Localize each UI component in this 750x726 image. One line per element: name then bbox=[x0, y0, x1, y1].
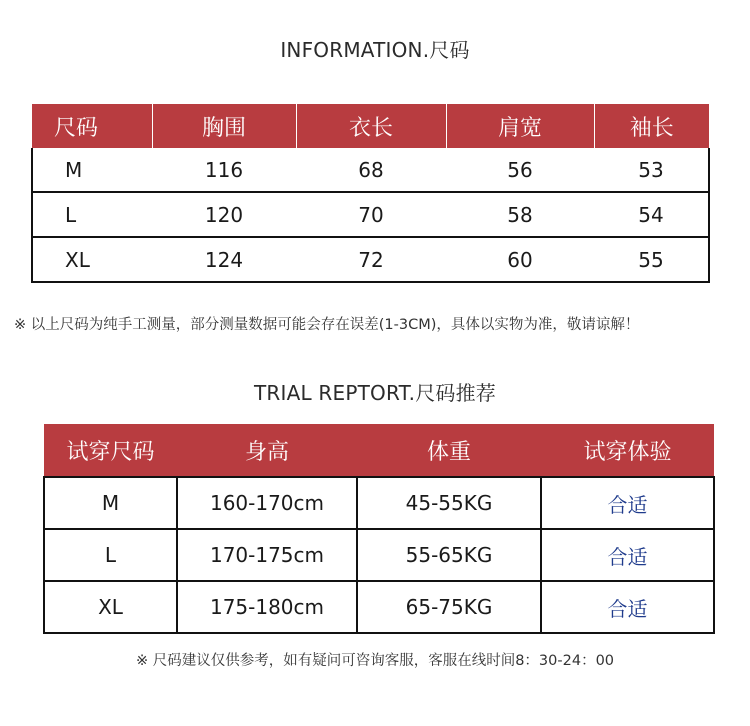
header-trial-size: 试穿尺码 bbox=[44, 424, 177, 477]
trial-size-cell: M bbox=[44, 477, 177, 529]
length-cell: 72 bbox=[296, 237, 446, 282]
header-sleeve: 袖长 bbox=[594, 104, 709, 148]
trial-size-cell: L bbox=[44, 529, 177, 581]
fit-cell: 合适 bbox=[541, 529, 714, 581]
header-chest: 胸围 bbox=[152, 104, 296, 148]
chest-cell: 116 bbox=[152, 148, 296, 192]
size-cell: M bbox=[32, 148, 152, 192]
trial-size-cell: XL bbox=[44, 581, 177, 633]
header-experience: 试穿体验 bbox=[541, 424, 714, 477]
sleeve-cell: 55 bbox=[594, 237, 709, 282]
header-weight: 体重 bbox=[357, 424, 541, 477]
length-cell: 68 bbox=[296, 148, 446, 192]
header-length: 衣长 bbox=[296, 104, 446, 148]
table-row bbox=[32, 237, 709, 282]
fit-cell: 合适 bbox=[541, 477, 714, 529]
trial-report-title: TRIAL REPTORT.尺码推荐 bbox=[254, 381, 496, 405]
weight-cell: 45-55KG bbox=[357, 477, 541, 529]
header-height: 身高 bbox=[177, 424, 357, 477]
size-advice-note: ※ 尺码建议仅供参考，如有疑问可咨询客服，客服在线时间8：30-24：00 bbox=[135, 653, 615, 669]
size-cell: L bbox=[32, 192, 152, 237]
chest-cell: 124 bbox=[152, 237, 296, 282]
table-row bbox=[32, 148, 709, 192]
size-table bbox=[31, 104, 710, 283]
length-cell: 70 bbox=[296, 192, 446, 237]
sleeve-cell: 53 bbox=[594, 148, 709, 192]
table-row bbox=[44, 477, 714, 529]
height-cell: 170-175cm bbox=[177, 529, 357, 581]
sleeve-cell: 54 bbox=[594, 192, 709, 237]
header-shoulder: 肩宽 bbox=[446, 104, 594, 148]
weight-cell: 65-75KG bbox=[357, 581, 541, 633]
size-info-title: INFORMATION.尺码 bbox=[280, 38, 470, 62]
trial-table-header-row bbox=[44, 424, 714, 477]
measurement-note: ※ 以上尺码为纯手工测量，部分测量数据可能会存在误差(1-3CM)，具体以实物为准，敬请谅解！ bbox=[14, 317, 640, 333]
height-cell: 160-170cm bbox=[177, 477, 357, 529]
shoulder-cell: 60 bbox=[446, 237, 594, 282]
height-cell: 175-180cm bbox=[177, 581, 357, 633]
header-size: 尺码 bbox=[32, 104, 152, 148]
size-cell: XL bbox=[32, 237, 152, 282]
fit-cell: 合适 bbox=[541, 581, 714, 633]
table-row bbox=[32, 192, 709, 237]
trial-table bbox=[43, 424, 715, 634]
shoulder-cell: 58 bbox=[446, 192, 594, 237]
shoulder-cell: 56 bbox=[446, 148, 594, 192]
size-table-header-row bbox=[32, 104, 709, 148]
chest-cell: 120 bbox=[152, 192, 296, 237]
table-row bbox=[44, 529, 714, 581]
weight-cell: 55-65KG bbox=[357, 529, 541, 581]
table-row bbox=[44, 581, 714, 633]
